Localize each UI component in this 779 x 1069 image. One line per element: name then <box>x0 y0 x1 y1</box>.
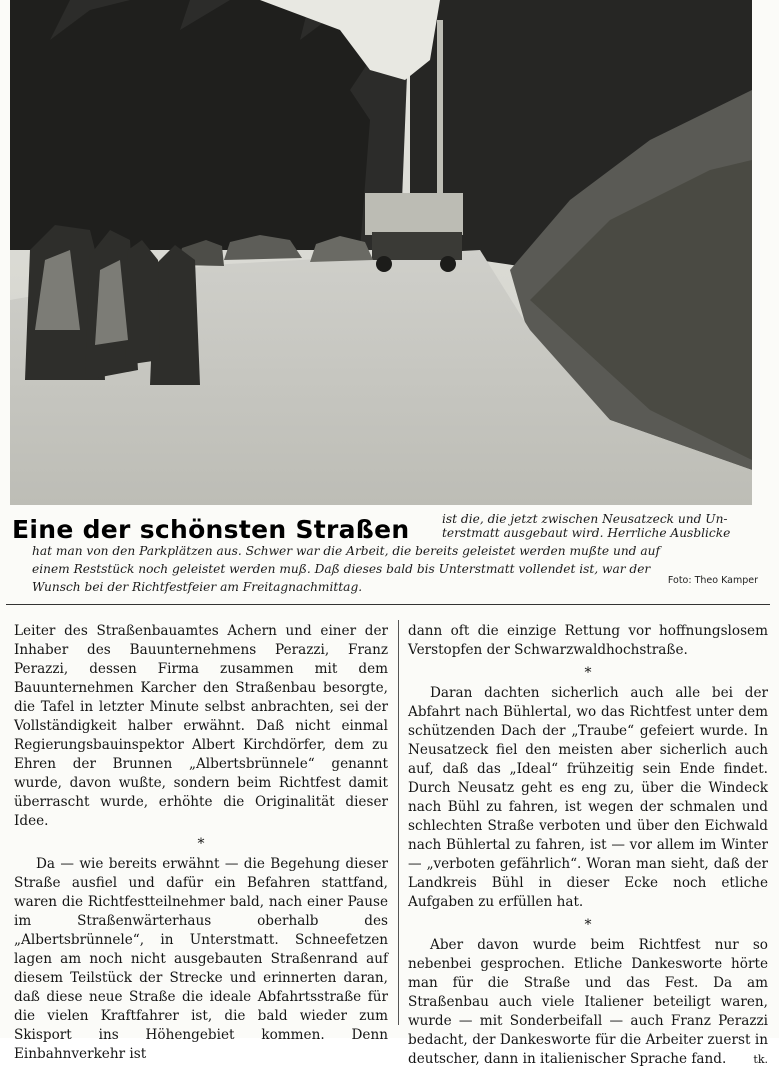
article-column-left <box>14 622 388 1064</box>
road-photo-graphic <box>10 0 752 505</box>
divider-rule <box>6 604 770 605</box>
caption-line: terstmatt ausgebaut wird. Herrliche Ausblicke <box>442 526 731 540</box>
article-paragraph <box>408 936 768 1069</box>
article-paragraph: dann oft die einzige Rettung vor hoffnungslosem Verstopfen der Schwarzwaldhochstraße. <box>408 623 768 658</box>
article-paragraph: Leiter des Straßenbauamtes Achern und einer der Inhaber des Bauunternehmens Perazzi, Franz Perazzi, dessen Firma zusammen mit dem Bauunternehmen Karcher den Straßenbau besorgte, die Tafel in letzter Minute selbst anbrachten, sei der Vollständigkeit halber erwähnt. Daß nicht einmal Regierungsbauinspektor Albert Kirchdörfer, dem zu Ehren der Brunnen „Albertsbrünnele“ genannt wurde, davon wußte, sondern beim Richtfest damit überrascht wurde, erhöhte die Originalität dieser Idee. <box>14 623 388 829</box>
photo-caption <box>12 511 764 601</box>
caption-line: Wunsch bei der Richtfestfeier am Freitagnachmittag. <box>32 580 363 594</box>
article-column-right <box>408 622 768 1069</box>
article-paragraph-text: Aber davon wurde beim Richtfest nur so nebenbei gesprochen. Etliche Dankesworte hörte man für die Straße und das Fest. Da am Straßenbau auch viele Italiener beteiligt waren, wurde — mit Sonderbeifall — auch Franz Perazzi bedacht, der Dankesworte für die Arbeiter zuerst in deutscher, dann in italienischer Sprache fand. <box>408 937 768 1067</box>
section-asterisk: * <box>584 665 592 681</box>
road-photo <box>10 0 752 505</box>
headline: Eine der schönsten Straßen <box>12 515 410 544</box>
caption-line: einem Reststück noch geleistet werden muß. Daß dieses bald bis Unterstmatt vollendet ist, war der <box>32 562 651 576</box>
section-asterisk: * <box>584 917 592 933</box>
caption-line: hat man von den Parkplätzen aus. Schwer war die Arbeit, die bereits geleistet werden mußte und auf <box>32 544 660 558</box>
photo-credit: Foto: Theo Kamper <box>667 575 758 586</box>
column-divider <box>398 620 399 1025</box>
article-paragraph: Daran dachten sicherlich auch alle bei der Abfahrt nach Bühlertal, wo das Richtfest unter dem schützenden Dach der „Traube“ gefeiert wurde. In Neusatzeck fiel den meisten aber sicherlich auch auf, daß das „Ideal“ frühzeitig sein Ende findet. Durch Neusatz geht es eng zu, über die Windeck nach Bühl zu fahren, ist wegen der schmalen und schlechten Straße verboten und über den Eichwald nach Bühlertal zu fahren, ist — vor allem im Winter — „verboten gefährlich“. Woran man sieht, daß der Landkreis Bühl in dieser Ecke noch etliche Aufgaben zu erfüllen hat. <box>408 685 768 910</box>
section-asterisk: * <box>197 836 205 852</box>
article-paragraph: Da — wie bereits erwähnt — die Begehung dieser Straße ausfiel und dafür ein Befahren stattfand, waren die Richtfestteilnehmer bald, nach einer Pause im Straßenwärterhaus oberhalb des „Albertsbrünnele“, in Unterstmatt. Schneefetzen lagen am noch nicht ausgebauten Straßenrand auf diesem Teilstück der Strecke und erinnerten daran, daß diese neue Straße die ideale Abfahrtsstraße für die vielen Kraftfahrer ist, die bald wieder zum Skisport ins Höhengebiet kommen. Denn Einbahnverkehr ist <box>14 856 388 1062</box>
author-signature: tk. <box>753 1053 768 1066</box>
caption-line: ist die, die jetzt zwischen Neusatzeck und Un- <box>442 512 728 526</box>
